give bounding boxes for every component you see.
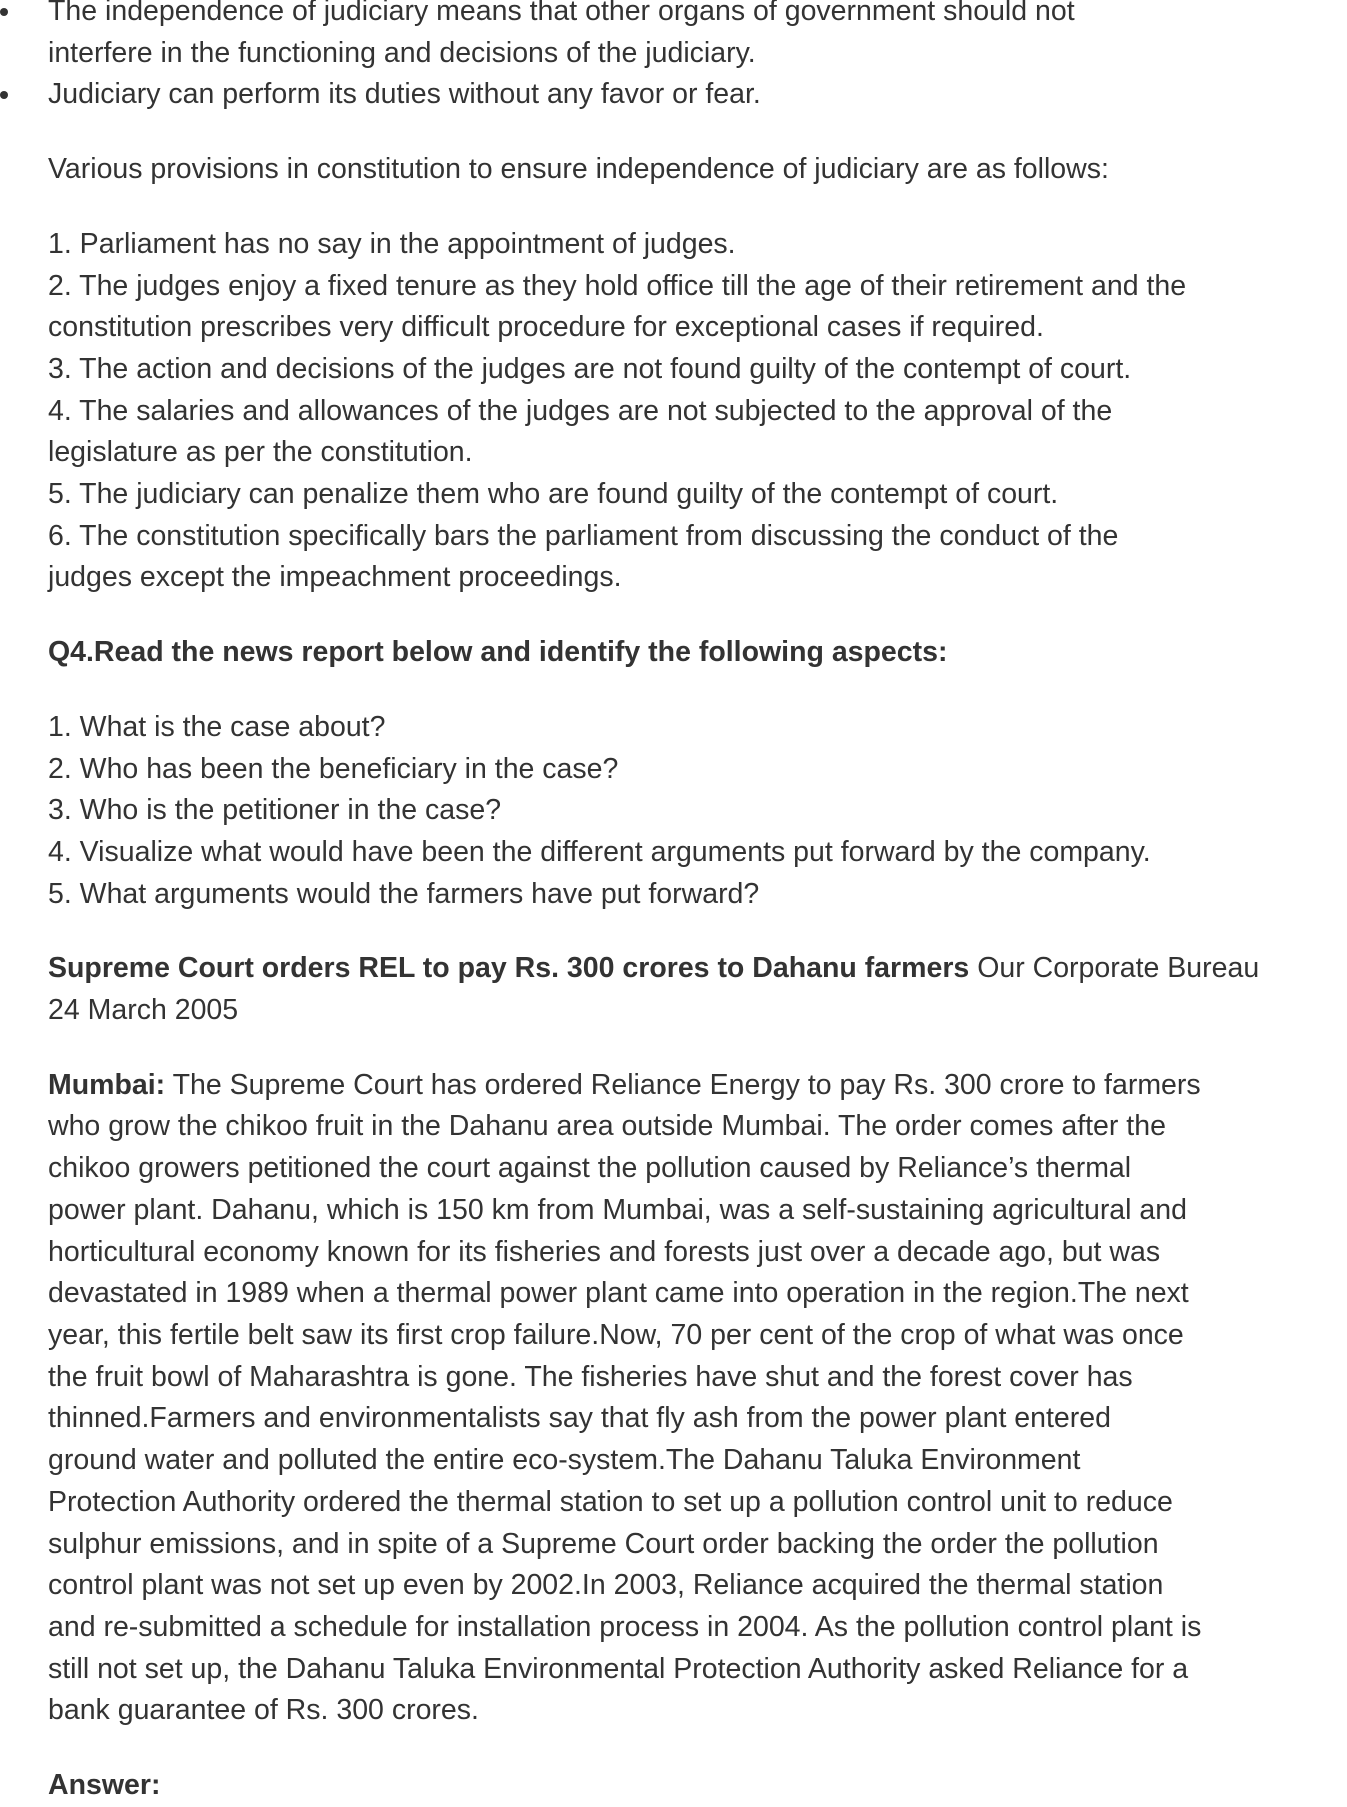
provision-item: 4. The salaries and allowances of the judges are not subjected to the approval of the legislature as per the constitution. bbox=[48, 394, 1113, 469]
spacer bbox=[0, 1732, 1347, 1765]
provision-item: 6. The constitution specifically bars the parliament from discussing the conduct of the judges except the impeachment proceedings. bbox=[48, 519, 1119, 594]
news-date: 24 March 2005 bbox=[48, 994, 239, 1027]
q4-question-list bbox=[0, 707, 1347, 916]
question-item: 1. What is the case about? bbox=[48, 710, 386, 743]
question-item: 2. Who has been the beneficiary in the case? bbox=[48, 752, 619, 785]
spacer bbox=[0, 599, 1347, 632]
answer-label: Answer: bbox=[48, 1769, 161, 1802]
news-byline: Our Corporate Bureau bbox=[977, 952, 1260, 985]
bullet-item: The independence of judiciary means that other organs of government should not interfere in the functioning and decisions of the judiciary. bbox=[0, 0, 1347, 74]
provisions-list bbox=[0, 224, 1347, 599]
spacer bbox=[0, 191, 1347, 224]
provision-item: 3. The action and decisions of the judges are not found guilty of the contempt of court. bbox=[48, 352, 1132, 385]
provision-item: 1. Parliament has no say in the appointment of judges. bbox=[48, 227, 736, 260]
spacer bbox=[0, 116, 1347, 149]
question-item: 3. Who is the petitioner in the case? bbox=[48, 794, 502, 827]
news-body-text: The Supreme Court has ordered Reliance Energy to pay Rs. 300 crore to farmers who grow the chikoo fruit in the Dahanu area outside Mumbai. The order comes after the chikoo growers petitioned the court against the pollution caused by Reliance’s thermal power plant. Dahanu, which is 150 km from Mumbai, was a self-sustaining agricultural and horticultural economy known for its fisheries and forests just over a decade ago, but was devastated in 1989 when a thermal power plant came into operation in the region.The next year, this fertile belt saw its first crop failure.Now, 70 per cent of the crop of what was once the fruit bowl of Maharashtra is gone. The fisheries have shut and the forest cover has thinned.Farmers and environmentalists say that fly ash from the power plant entered ground water and polluted the entire eco-system.The Dahanu Taluka Environment Protection Authority ordered the thermal station to set up a pollution control unit to reduce sulphur emissions, and in spite of a Supreme Court order backing the order the pollution control plant was not set up even by 2002.In 2003, Reliance acquired the thermal station and re-submitted a schedule for installation process in 2004. As the pollution control plant is still not set up, the Dahanu Taluka Environmental Protection Authority asked Reliance for a bank guarantee of Rs. 300 crores. bbox=[48, 1068, 1202, 1727]
spacer bbox=[0, 915, 1347, 948]
question-item: 5. What arguments would the farmers have put forward? bbox=[48, 877, 760, 910]
intro-bullet-list bbox=[0, 0, 1347, 116]
provision-item: 5. The judiciary can penalize them who are found guilty of the contempt of court. bbox=[48, 478, 1059, 511]
bullet-item: Judiciary can perform its duties without any favor or fear. bbox=[0, 74, 1347, 116]
provisions-intro: Various provisions in constitution to ensure independence of judiciary are as follows: bbox=[48, 153, 1109, 186]
provision-item: 2. The judges enjoy a fixed tenure as they hold office till the age of their retirement and the constitution prescribes very difficult procedure for exceptional cases if required. bbox=[48, 269, 1187, 344]
news-header bbox=[0, 948, 1347, 1031]
news-headline: Supreme Court orders REL to pay Rs. 300 crores to Dahanu farmers bbox=[48, 952, 970, 985]
spacer bbox=[0, 674, 1347, 707]
news-headline-line bbox=[48, 948, 1347, 990]
news-dateline: Mumbai: bbox=[48, 1068, 166, 1101]
question-item: 4. Visualize what would have been the different arguments put forward by the company. bbox=[48, 835, 1151, 868]
news-body bbox=[0, 1065, 1347, 1732]
spacer bbox=[0, 1032, 1347, 1065]
q4-heading: Q4.Read the news report below and identify the following aspects: bbox=[48, 636, 948, 669]
